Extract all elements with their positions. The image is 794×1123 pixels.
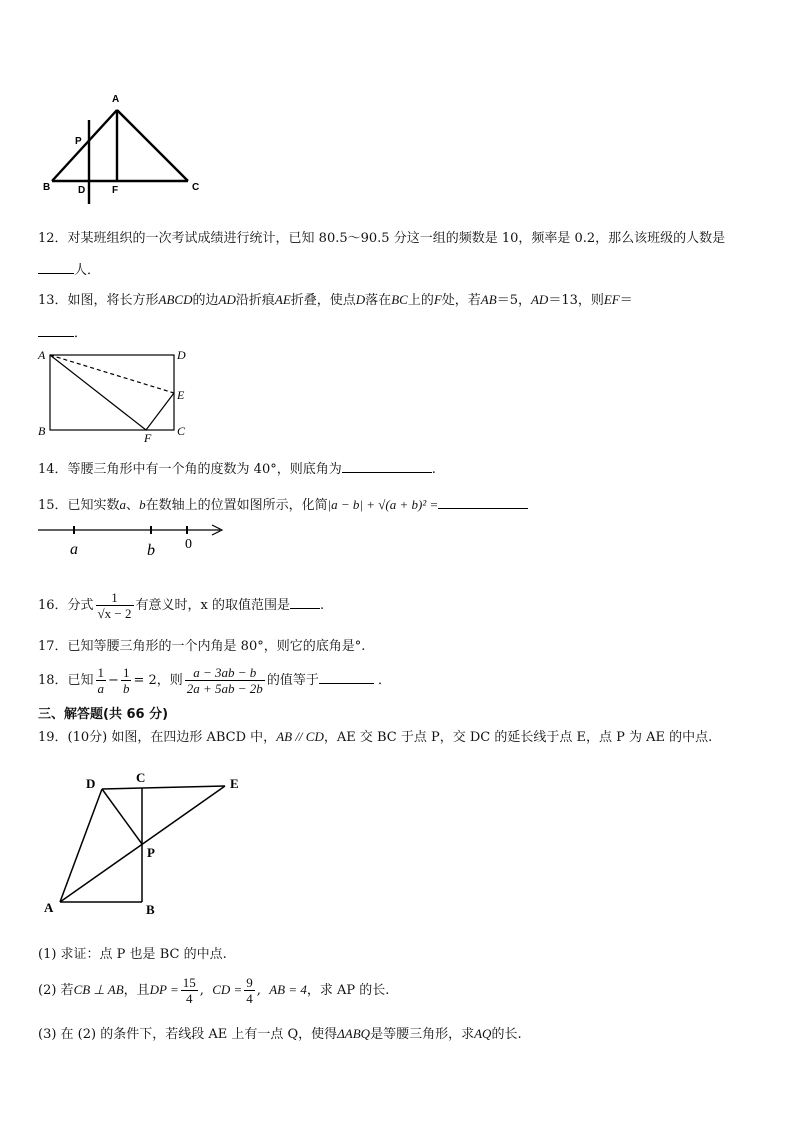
- label-a: A: [112, 94, 120, 105]
- question-12-answer: 人．: [38, 259, 100, 280]
- fraction: $\frac{1}{√x - 2}$: [97, 590, 132, 621]
- answer-blank: [38, 259, 74, 274]
- label-b: b: [147, 542, 155, 559]
- figure-quadrilateral-abcd: [40, 766, 250, 921]
- question-16: 16．分式 $\frac{1}{√x - 2}$ 有意义时，x 的取值范围是 .: [38, 590, 325, 621]
- label-zero: 0: [185, 537, 192, 552]
- label-b: B: [146, 902, 155, 917]
- fraction-1: $\frac{1}{a}$: [97, 665, 105, 696]
- label-e: E: [177, 388, 185, 402]
- answer-blank: [38, 322, 74, 337]
- label-b: B: [38, 424, 46, 438]
- question-19-part-2: (2) 若CB ⊥ AB，且DP = $\frac{15}{4}$ , CD = $\frac{9}{4}$ , AB = 4，求 AP 的长.: [38, 975, 390, 1006]
- question-19-part-1: (1) 求证：点 P 也是 BC 的中点.: [38, 947, 227, 962]
- label-d: D: [86, 776, 96, 791]
- answer-blank: [342, 458, 432, 473]
- answer-blank: [290, 594, 320, 609]
- question-19-part-3: (3) 在 (2) 的条件下，若线段 AE 上有一点 Q，使得ΔABQ是等腰三角形，求AQ的长.: [38, 1026, 522, 1042]
- fraction-3: $\frac{a - 3ab - b}{2a + 5ab - 2b}$: [186, 665, 263, 696]
- question-14: 14．等腰三角形中有一个角的度数为 40°，则底角为 .: [38, 458, 436, 479]
- fraction-dp: $\frac{15}{4}$: [182, 975, 196, 1006]
- question-18: 18．已知 $\frac{1}{a}$ − $\frac{1}{b}$ = 2，则 $\frac{a - 3ab - b}{2a + 5ab - 2b}$ 的值等于 ．: [38, 665, 391, 696]
- label-c: C: [136, 770, 146, 785]
- label-a: A: [44, 900, 54, 915]
- question-13: 13．如图，将长方形ABCD的边AD沿折痕AE折叠，使点D落在BC上的F处，若AB＝5，AD＝13，则EF＝: [38, 292, 633, 308]
- label-b: B: [43, 182, 51, 193]
- label-d: D: [78, 185, 86, 196]
- section-title: 三、解答题(共 66 分): [38, 707, 169, 722]
- fraction-2: $\frac{1}{b}$: [122, 665, 130, 696]
- answer-blank: [438, 494, 528, 509]
- label-p: P: [147, 845, 155, 860]
- label-a: a: [70, 541, 78, 558]
- label-f: F: [112, 185, 119, 196]
- label-a: A: [38, 348, 46, 362]
- answer-blank: [319, 669, 374, 684]
- label-d: D: [177, 348, 186, 362]
- label-f: F: [144, 431, 152, 445]
- question-17: 17．已知等腰三角形的一个内角是 80°，则它的底角是°.: [38, 639, 366, 654]
- number-line: [34, 518, 234, 562]
- label-c: C: [177, 424, 186, 438]
- question-19: 19．(10分) 如图，在四边形 ABCD 中，AB // CD，AE 交 BC 于点 P，交 DC 的延长线于点 E，点 P 为 AE 的中点.: [38, 729, 713, 745]
- label-p: P: [75, 136, 82, 147]
- question-12: 12．对某班组织的一次考试成绩进行统计，已知 80.5～90.5 分这一组的频数是 10，频率是 0.2，那么该班级的人数是: [38, 231, 726, 246]
- label-e: E: [230, 776, 239, 791]
- label-c: C: [192, 182, 200, 193]
- fraction-cd: $\frac{9}{4}$: [246, 975, 253, 1006]
- figure-triangle-abc: [40, 88, 210, 210]
- figure-rectangle-abcd: [36, 345, 196, 445]
- expression: |a − b| + √(a + b)² =: [327, 497, 439, 512]
- question-13-answer: ．: [38, 322, 87, 343]
- question-15: 15．已知实数a、b在数轴上的位置如图所示，化简|a − b| + √(a + b)² =: [38, 494, 528, 515]
